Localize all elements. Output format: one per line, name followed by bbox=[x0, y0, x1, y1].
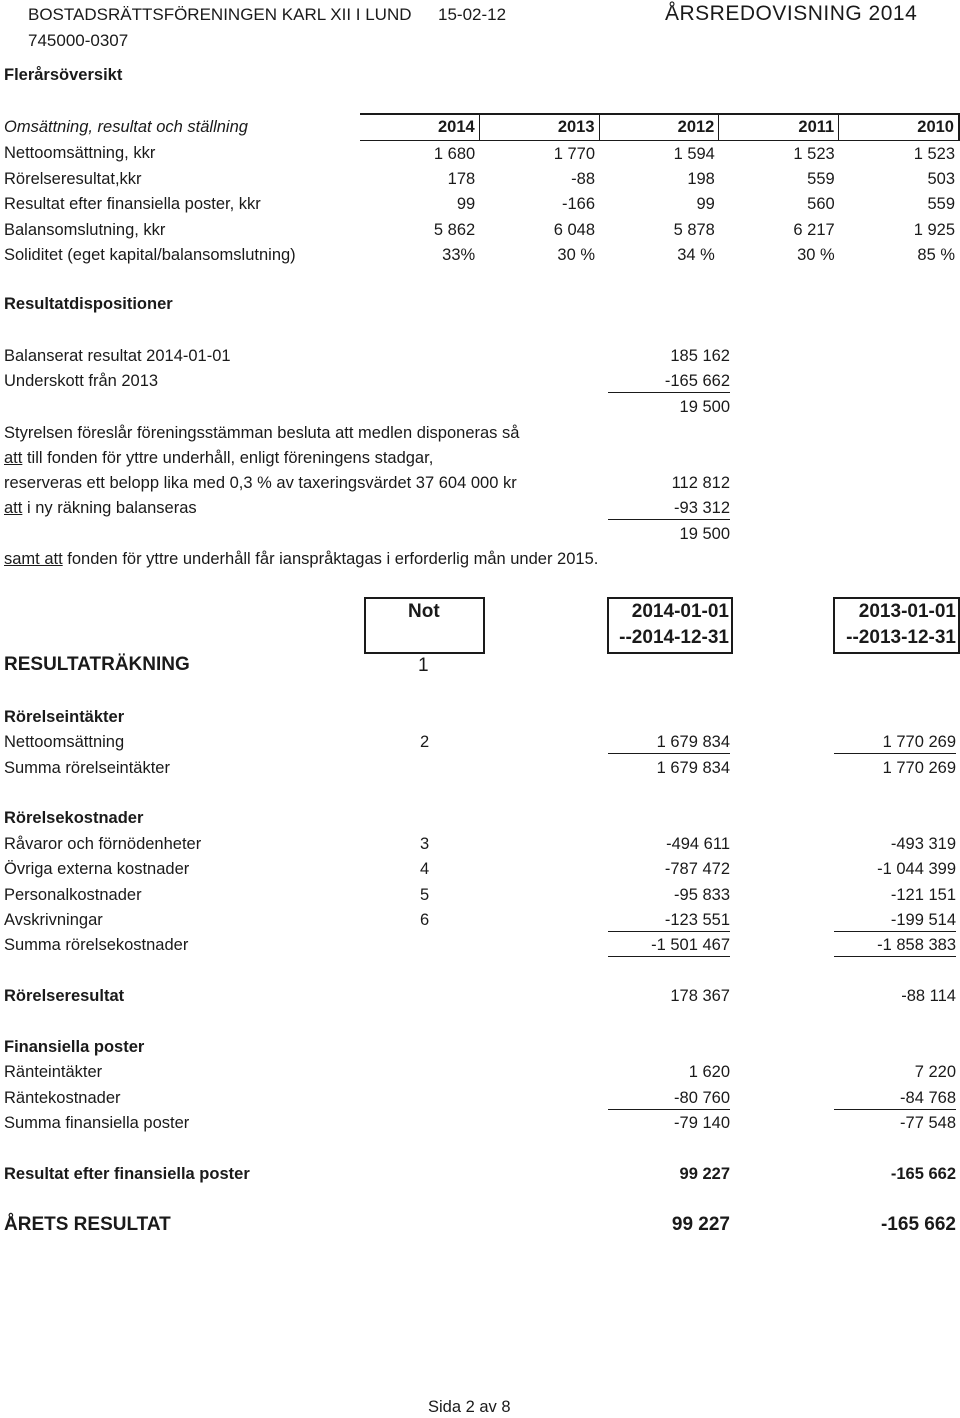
cell-value: 1 523 bbox=[913, 144, 955, 163]
summa-rorelsekostnader-2014: -1 501 467 bbox=[608, 934, 730, 957]
table-row bbox=[0, 243, 959, 268]
resultat-efter-label: Resultat efter finansiella poster bbox=[4, 1165, 250, 1183]
resultat-efter-2013: -165 662 bbox=[890, 1165, 956, 1183]
period-2013-end: --2013-12-31 bbox=[846, 627, 956, 648]
ranteintakter-2013: 7 220 bbox=[914, 1063, 956, 1081]
cell-value: 559 bbox=[927, 195, 955, 214]
table-header-row bbox=[0, 114, 959, 141]
nettoomsattning-2014: 1 679 834 bbox=[608, 731, 730, 754]
cell-value: 99 bbox=[696, 195, 715, 214]
ny-rakning-line bbox=[4, 497, 197, 519]
samt-att-word: samt att bbox=[4, 550, 63, 568]
cell-value: -166 bbox=[562, 195, 596, 214]
nettoomsattning-note: 2 bbox=[420, 733, 430, 751]
table-caption: Omsättning, resultat och ställning bbox=[4, 117, 248, 136]
disposition-sum-2: 19 500 bbox=[679, 525, 730, 543]
kostnad-2014: -95 833 bbox=[674, 886, 730, 904]
cell-value: -88 bbox=[571, 169, 596, 188]
fonden-text: till fonden för yttre underhåll, enligt föreningens stadgar, bbox=[22, 449, 434, 467]
att-word: att bbox=[4, 499, 23, 517]
summa-rorelsekostnader-2013: -1 858 383 bbox=[834, 934, 956, 957]
cell-value: 1 925 bbox=[913, 220, 955, 239]
summa-rorelsekostnader-label: Summa rörelsekostnader bbox=[4, 936, 189, 954]
year-header: 2011 bbox=[719, 114, 839, 141]
kostnad-label: Avskrivningar bbox=[4, 911, 103, 929]
summa-finansiella-label: Summa finansiella poster bbox=[4, 1114, 190, 1132]
rantekostnader-2013: -84 768 bbox=[834, 1087, 956, 1110]
arets-resultat-2013: -165 662 bbox=[880, 1214, 956, 1235]
year-header: 2014 bbox=[360, 114, 479, 141]
rorelsekostnader-heading: Rörelsekostnader bbox=[4, 809, 144, 827]
section-title-resultatdispositioner: Resultatdispositioner bbox=[4, 295, 173, 313]
table-row bbox=[0, 167, 959, 192]
rorelseresultat-2014: 178 367 bbox=[670, 987, 730, 1005]
cell-value: 34 % bbox=[677, 246, 715, 265]
kostnad-2014: -494 611 bbox=[666, 835, 730, 853]
balanserat-label: Balanserat resultat 2014-01-01 bbox=[4, 347, 231, 365]
kostnad-note: 4 bbox=[420, 860, 430, 878]
samt-line bbox=[4, 548, 598, 570]
row-label: Nettoomsättning, kkr bbox=[4, 144, 156, 163]
kostnad-2014: -123 551 bbox=[608, 909, 730, 932]
underskott-label: Underskott från 2013 bbox=[4, 372, 159, 390]
report-date: 15-02-12 bbox=[438, 5, 507, 24]
summa-rorelseintakter-2013: 1 770 269 bbox=[882, 759, 956, 777]
cell-value: 6 048 bbox=[553, 220, 596, 239]
row-label: Rörelseresultat,kkr bbox=[4, 169, 142, 188]
disposition-sum-1: 19 500 bbox=[679, 398, 730, 416]
flerarsoversikt-table bbox=[0, 113, 960, 268]
row-label: Soliditet (eget kapital/balansomslutning) bbox=[4, 246, 296, 265]
section-title-flerarsoversikt: Flerårsöversikt bbox=[4, 66, 123, 84]
rorelseintakter-heading: Rörelseintäkter bbox=[4, 708, 125, 726]
kostnad-note: 3 bbox=[420, 835, 430, 853]
nettoomsattning-label: Nettoomsättning bbox=[4, 733, 125, 751]
table-row bbox=[0, 192, 959, 217]
resultat-efter-2014: 99 227 bbox=[679, 1165, 730, 1183]
page-number: Sida 2 av 8 bbox=[428, 1398, 511, 1416]
kostnad-2014: -787 472 bbox=[664, 860, 730, 878]
underskott-value: -165 662 bbox=[608, 370, 730, 393]
summa-rorelseintakter-2014: 1 679 834 bbox=[656, 759, 730, 777]
not-header-box bbox=[364, 597, 485, 654]
kostnad-label: Råvaror och förnödenheter bbox=[4, 835, 202, 853]
styrelsen-text: Styrelsen föreslår föreningsstämman besluta att medlen disponeras så bbox=[4, 424, 520, 442]
cell-value: 30 % bbox=[797, 246, 835, 265]
cell-value: 1 770 bbox=[553, 144, 596, 163]
cell-value: 30 % bbox=[557, 246, 596, 265]
ranteintakter-2014: 1 620 bbox=[688, 1063, 730, 1081]
ny-rakning-value: -93 312 bbox=[608, 497, 730, 520]
fonden-line bbox=[4, 447, 433, 469]
arets-resultat-2014: 99 227 bbox=[671, 1214, 730, 1235]
kostnad-label: Personalkostnader bbox=[4, 886, 142, 904]
reserveras-text: reserveras ett belopp lika med 0,3 % av taxeringsvärdet 37 604 000 kr bbox=[4, 474, 517, 492]
org-number: 745000-0307 bbox=[28, 31, 129, 50]
kostnad-note: 6 bbox=[420, 911, 430, 929]
kostnad-label: Övriga externa kostnader bbox=[4, 860, 190, 878]
nettoomsattning-2013: 1 770 269 bbox=[834, 731, 956, 754]
period-2014-start: 2014-01-01 bbox=[631, 601, 729, 622]
summa-finansiella-2014: -79 140 bbox=[674, 1114, 730, 1132]
kostnad-2013: -1 044 399 bbox=[877, 860, 956, 878]
period-2014-box bbox=[607, 597, 733, 654]
year-header: 2013 bbox=[479, 114, 599, 141]
table-row bbox=[0, 141, 959, 167]
kostnad-2013: -493 319 bbox=[890, 835, 956, 853]
row-label: Balansomslutning, kkr bbox=[4, 220, 166, 239]
org-name: BOSTADSRÄTTSFÖRENINGEN KARL XII I LUND bbox=[28, 5, 412, 24]
rorelseresultat-label: Rörelseresultat bbox=[4, 987, 125, 1005]
ny-rakning-text: i ny räkning balanseras bbox=[22, 499, 197, 517]
rantekostnader-2014: -80 760 bbox=[608, 1087, 730, 1110]
finansiella-heading: Finansiella poster bbox=[4, 1038, 145, 1056]
kostnad-2013: -121 151 bbox=[890, 886, 956, 904]
cell-value: 559 bbox=[807, 169, 835, 188]
cell-value: 85 % bbox=[917, 246, 955, 265]
table-row bbox=[0, 218, 959, 243]
resultatrakning-note: 1 bbox=[418, 655, 429, 676]
report-title: ÅRSREDOVISNING 2014 bbox=[665, 2, 918, 25]
ranteintakter-label: Ränteintäkter bbox=[4, 1063, 103, 1081]
cell-value: 198 bbox=[687, 169, 715, 188]
summa-rorelseintakter-label: Summa rörelseintäkter bbox=[4, 759, 170, 777]
cell-value: 560 bbox=[807, 195, 835, 214]
period-2013-start: 2013-01-01 bbox=[858, 601, 956, 622]
cell-value: 178 bbox=[447, 169, 476, 188]
att-word: att bbox=[4, 449, 23, 467]
year-header: 2012 bbox=[599, 114, 719, 141]
period-2014-end: --2014-12-31 bbox=[619, 627, 729, 648]
balanserat-value: 185 162 bbox=[670, 347, 730, 365]
row-label: Resultat efter finansiella poster, kkr bbox=[4, 195, 261, 214]
cell-value: 99 bbox=[456, 195, 476, 214]
samt-text: fonden för yttre underhåll får ianspråktagas i erforderlig mån under 2015. bbox=[62, 550, 599, 568]
rorelseresultat-2013: -88 114 bbox=[901, 987, 956, 1005]
kostnad-note: 5 bbox=[420, 886, 430, 904]
cell-value: 503 bbox=[927, 169, 955, 188]
cell-value: 5 862 bbox=[433, 220, 476, 239]
cell-value: 1 680 bbox=[433, 144, 476, 163]
period-2013-box bbox=[833, 597, 960, 654]
cell-value: 5 878 bbox=[673, 220, 715, 239]
cell-value: 6 217 bbox=[793, 220, 835, 239]
year-header: 2010 bbox=[839, 114, 959, 141]
cell-value: 33% bbox=[442, 246, 476, 265]
resultatrakning-title: RESULTATRÄKNING bbox=[4, 654, 190, 675]
reserveras-value: 112 812 bbox=[671, 474, 730, 492]
not-header: Not bbox=[408, 601, 440, 622]
arets-resultat-label: ÅRETS RESULTAT bbox=[4, 1214, 171, 1235]
cell-value: 1 594 bbox=[673, 144, 715, 163]
rantekostnader-label: Räntekostnader bbox=[4, 1089, 121, 1107]
summa-finansiella-2013: -77 548 bbox=[900, 1114, 956, 1132]
cell-value: 1 523 bbox=[793, 144, 835, 163]
kostnad-2013: -199 514 bbox=[834, 909, 956, 932]
